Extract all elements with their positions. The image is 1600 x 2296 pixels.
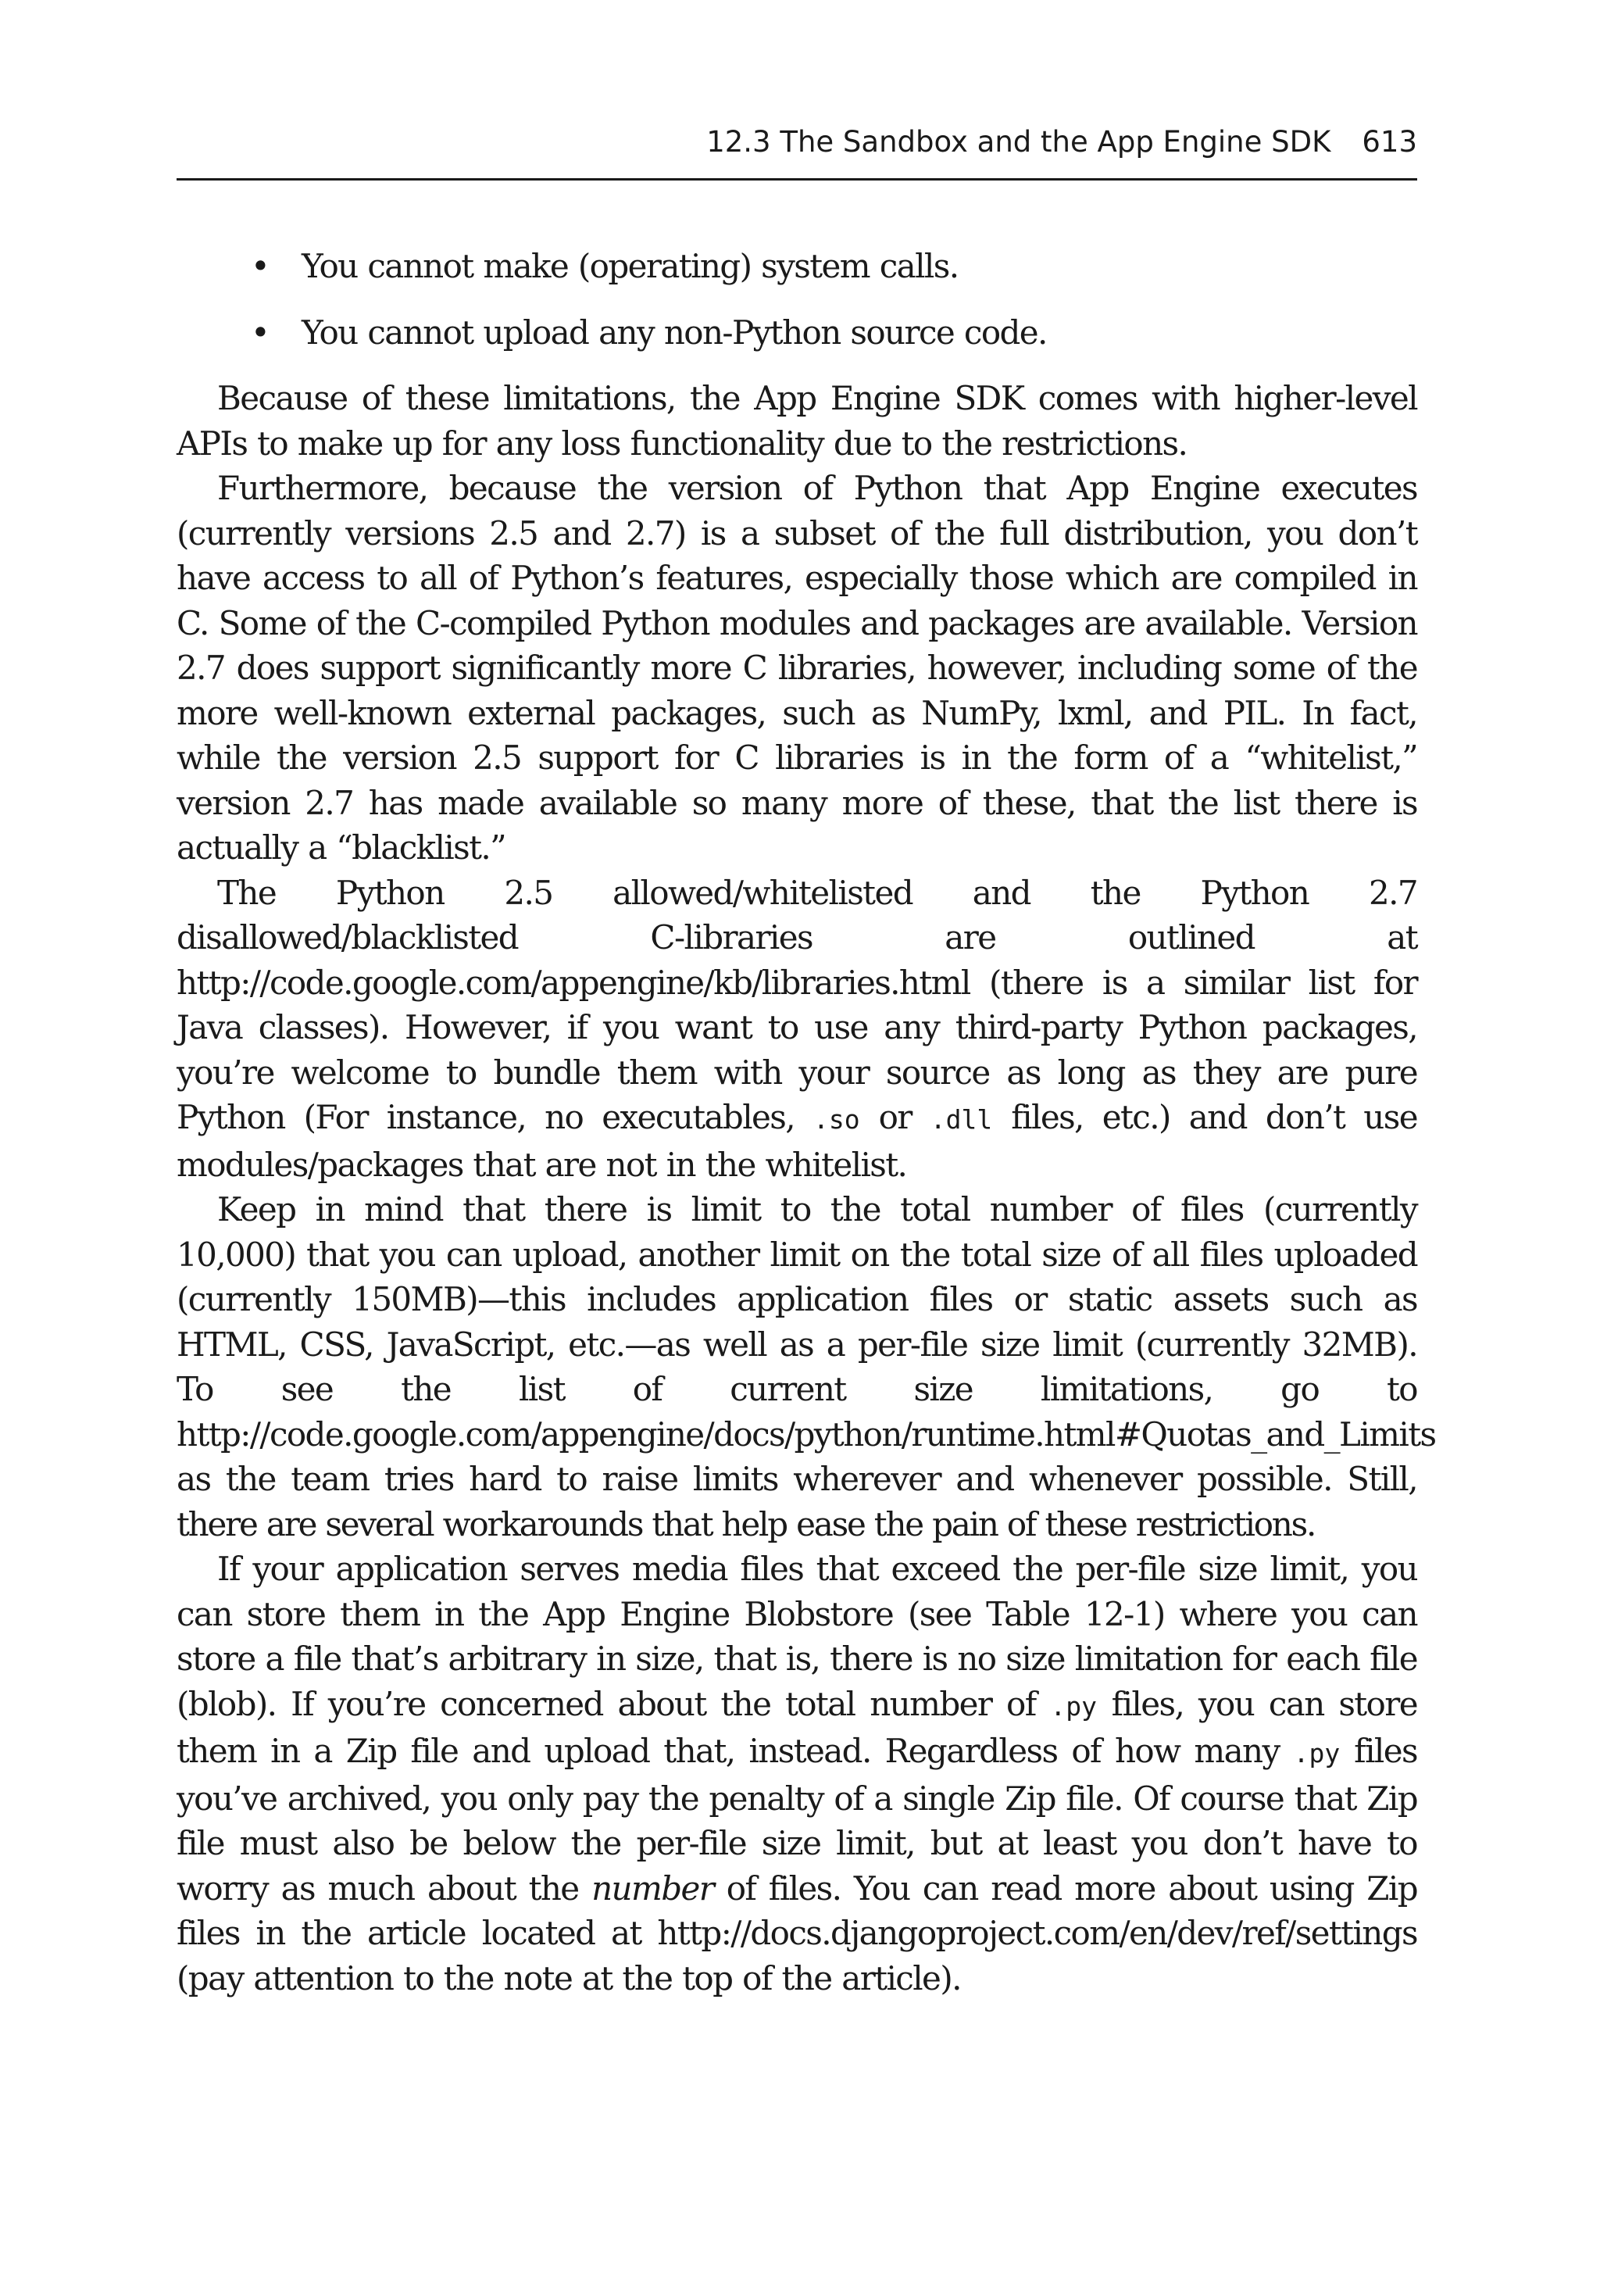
text-run: The Python 2.5 allowed/whitelisted and the Python 2.7 disallowed/blacklisted C-libraries are outlined at http://code.google.com/appengine/kb/libraries.html (there is a similar list for Java classes). However, if you want to use any third-party Python packages, you’re welcome to bundle them with your source as long as they are pure Python (For instance, no executables, [177,873,1417,1136]
paragraph-python-versions: Furthermore, because the version of Python that App Engine executes (currently versions 2.5 and 2.7) is a subset of the full distribution, you don’t have access to all of Python’s features, especially those which are compiled in C. Some of the C-compiled Python modules and packages are available. Version 2.7 does support significantly more C libraries, however, including some of the more well-known external packages, such as NumPy, lxml, and PIL. In fact, while the version 2.5 support for C libraries is in the form of a “whitelist,” version 2.7 has made available so many more of these, that the list there is actually a “blacklist.” [177,469,1417,867]
code-dll: .dll [930,1104,993,1135]
bullet-icon: • [251,313,270,352]
bullet-item [177,310,1417,356]
bullet-item [177,244,1417,289]
text-run: files, you can store them in a Zip file and upload that, instead. Regardless of how many [177,1684,1417,1770]
text-run: If your application serves media files that exceed the per-file size limit, you can store them in the App Engine Blobstore (see Table 12-1) where you can store a file that’s arbitrary in size, that is, there is no size limitation for each file (blob). If you’re concerned about the total number of [177,1550,1417,1723]
paragraph-limitations: Because of these limitations, the App Engine SDK comes with higher-level APIs to make up for any loss functionality due to the restrictions. [177,379,1417,463]
text-run: files you’ve archived, you only pay the penalty of a single Zip file. Of course that Zip file must also be below the per-file size limit, but at least you don’t have to worry as much about the [177,1732,1417,1908]
paragraph-quotas [177,1187,1436,1547]
bullet-icon: • [251,247,270,285]
text-run: there are several workarounds that help ease the pain of these restrictions. [177,1504,1316,1543]
text-run: of files. You can read more about using Zip files in the article located at http://docs.djangoproject.com/en/dev/ref/settings (pay attention to the note at the top of the article). [177,1869,1418,1997]
bullet-list [177,244,1417,355]
page-number: 613 [1362,125,1417,159]
bullet-text: You cannot upload any non-Python source code. [302,313,1047,352]
body-text [177,244,1436,2001]
code-py: .py [1293,1738,1341,1768]
section-title: 12.3 The Sandbox and the App Engine SDK [706,125,1331,159]
paragraph-libraries [177,871,1417,1188]
book-page [177,0,1436,2296]
header-rule [177,178,1417,181]
emphasis-number: number [591,1869,714,1908]
paragraph-blobstore [177,1547,1417,2001]
bullet-text: You cannot make (operating) system calls. [302,247,959,285]
text-run: files, etc.) and don’t use modules/packages that are not in the whitelist. [177,1098,1417,1184]
code-py: .py [1050,1690,1097,1722]
running-head [706,125,1417,159]
code-so: .so [812,1104,860,1135]
text-run: or [878,1098,912,1136]
text-run: Keep in mind that there is limit to the total number of files (currently 10,000) that you can upload, another limit on the total size of all files uploaded (currently 150MB)—this includes application files or static assets such as HTML, CSS, JavaScript, etc.—as well as a per-file size limit (currently 32MB). To see the list of current size limitations, go to http://code.google.com/appengine/docs/python/runtime.html#Quotas_and_Limits as the team tries hard to raise limits wherever and whenever possible. Still, [177,1190,1436,1498]
